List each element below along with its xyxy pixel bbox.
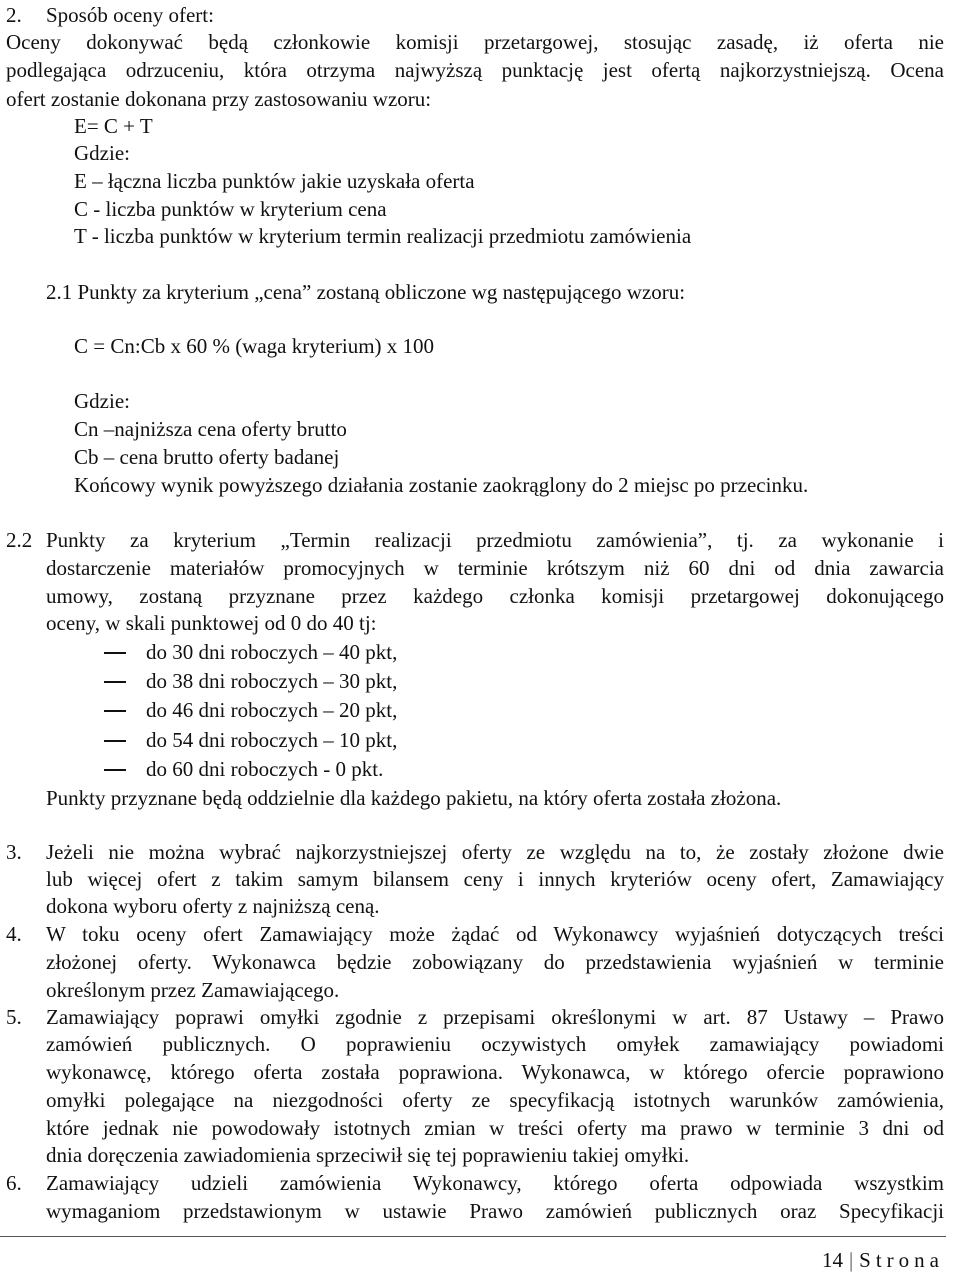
formula-c: C = Cn:Cb x 60 % (waga kryterium) x 100: [74, 334, 435, 358]
section-2-paragraph-line: ofert zostanie dokonana przy zastosowaniu wzoru:: [6, 87, 432, 111]
section-6-number: 6.: [6, 1171, 22, 1195]
section-5-number: 5.: [6, 1005, 22, 1029]
section-2-2-line: umowy, zostaną przyznane przez każdego członka komisji przetargowej dokonującego: [46, 584, 944, 608]
section-3-line: dokona wyboru oferty z najniższą ceną.: [46, 894, 380, 918]
dash-bullet-icon: [104, 652, 126, 654]
section-5-line: wykonawcę, którego oferta została poprawiona. Wykonawca, w którego ofercie poprawiono: [46, 1060, 944, 1084]
section-2-2-number: 2.2: [6, 528, 33, 552]
page-footer: [822, 1248, 944, 1272]
dash-bullet-icon: [104, 681, 126, 683]
list-item: do 30 dni roboczych – 40 pkt,: [146, 640, 398, 664]
section-5-line: które jednak nie powodowały istotnych zmian w treści oferty ma prawo w terminie 3 dni od: [46, 1116, 944, 1140]
section-4-line: określonym przez Zamawiającego.: [46, 978, 340, 1002]
definition-cn: Cn –najniższa cena oferty brutto: [74, 417, 347, 441]
section-2-paragraph-line: podlegająca odrzuceniu, która otrzyma najwyższą punktację jest ofertą najkorzystniejszą. Ocena: [6, 58, 944, 82]
list-item: do 54 dni roboczych – 10 pkt,: [146, 728, 398, 752]
section-3-line: Jeżeli nie można wybrać najkorzystniejszej oferty ze względu na to, że zostały złożone dwie: [46, 840, 944, 864]
definition-e: E – łączna liczba punktów jakie uzyskała oferta: [74, 169, 475, 193]
formula-e: E= C + T: [74, 114, 153, 138]
dash-bullet-icon: [104, 740, 126, 742]
footer-separator: |: [848, 1248, 854, 1272]
page-number: 14: [821, 1248, 843, 1272]
gdzie-label: Gdzie:: [74, 389, 130, 413]
section-4-number: 4.: [6, 922, 22, 946]
section-2-2-line: Punkty za kryterium „Termin realizacji przedmiotu zamówienia”, tj. za wykonanie i: [46, 528, 944, 552]
section-6-line: wymaganiom przedstawionym w ustawie Prawo zamówień publicznych oraz Specyfikacji: [46, 1199, 944, 1223]
section-3-line: lub więcej ofert z takim samym bilansem ceny i innych kryteriów oceny ofert, Zamawiający: [46, 867, 944, 891]
section-2-number: 2.: [6, 3, 22, 27]
section-5-line: zamówień publicznych. O poprawieniu oczywistych omyłek zamawiający powiadomi: [46, 1032, 944, 1056]
section-5-line: dnia doręczenia zawiadomienia sprzeciwił się tej poprawieniu takiej omyłki.: [46, 1143, 690, 1167]
definition-t: T - liczba punktów w kryterium termin realizacji przedmiotu zamówienia: [74, 224, 692, 248]
section-2-2-line: oceny, w skali punktowej od 0 do 40 tj:: [46, 611, 377, 635]
dash-bullet-icon: [104, 710, 126, 712]
list-item: do 46 dni roboczych – 20 pkt,: [146, 698, 398, 722]
section-6-line: Zamawiający udzieli zamówienia Wykonawcy, którego oferta odpowiada wszystkim: [46, 1171, 944, 1195]
rounding-note: Końcowy wynik powyższego działania zostanie zaokrąglony do 2 miejsc po przecinku.: [74, 473, 809, 497]
section-5-line: omyłki polegające na niezgodności oferty ze specyfikacją istotnych warunków zamówienia,: [46, 1088, 944, 1112]
pakiet-note: Punkty przyznane będą oddzielnie dla każdego pakietu, na który oferta została złożona.: [46, 786, 782, 810]
gdzie-label: Gdzie:: [74, 141, 130, 165]
footer-divider: [0, 1236, 946, 1237]
section-4-line: W toku oceny ofert Zamawiający może żądać od Wykonawcy wyjaśnień dotyczących treści: [46, 922, 944, 946]
section-2-title: Sposób oceny ofert:: [46, 3, 214, 27]
definition-cb: Cb – cena brutto oferty badanej: [74, 445, 340, 469]
section-2-1-heading: 2.1 Punkty za kryterium „cena” zostaną obliczone wg następującego wzoru:: [46, 280, 686, 304]
section-3-number: 3.: [6, 840, 22, 864]
section-2-2-line: dostarczenie materiałów promocyjnych w terminie krótszym niż 60 dni od dnia zawarcia: [46, 556, 944, 580]
section-2-paragraph-line: Oceny dokonywać będą członkowie komisji przetargowej, stosując zasadę, iż oferta nie: [6, 30, 944, 54]
definition-c: C - liczba punktów w kryterium cena: [74, 197, 387, 221]
page-label: Strona: [859, 1248, 944, 1272]
list-item: do 38 dni roboczych – 30 pkt,: [146, 669, 398, 693]
list-item: do 60 dni roboczych - 0 pkt.: [146, 757, 384, 781]
section-4-line: złożonej oferty. Wykonawca będzie zobowiązany do przedstawienia wyjaśnień w terminie: [46, 950, 944, 974]
section-5-line: Zamawiający poprawi omyłki zgodnie z przepisami określonymi w art. 87 Ustawy – Prawo: [46, 1005, 944, 1029]
dash-bullet-icon: [104, 769, 126, 771]
